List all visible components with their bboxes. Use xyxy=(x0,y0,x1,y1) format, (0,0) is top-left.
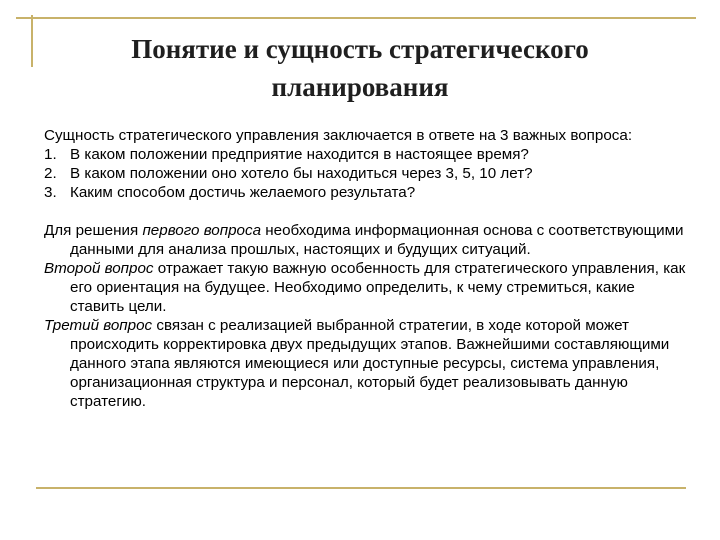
paragraph-text: необходима информационная основа с соответствующими данными для анализа прошлых, настоящих и будущих ситуаций. xyxy=(70,222,684,258)
italic-emphasis: первого вопроса xyxy=(142,222,262,239)
list-number: 2. xyxy=(44,165,57,182)
list-number: 3. xyxy=(44,184,57,201)
list-item xyxy=(44,145,689,164)
list-item-text: В каком положении предприятие находится в настоящее время? xyxy=(70,146,529,163)
italic-emphasis: Второй вопрос xyxy=(44,260,154,277)
list-item xyxy=(44,183,689,202)
spacer xyxy=(44,202,689,221)
questions-list xyxy=(44,145,689,202)
paragraph-text: отражает такую важную особенность для стратегического управления, как его ориентация на будущее. Необходимо определить, к чему стремиться, какие ставить цели. xyxy=(70,260,686,315)
top-rule xyxy=(16,17,696,19)
list-item-text: Каким способом достичь желаемого результата? xyxy=(70,184,416,201)
italic-emphasis: Третий вопрос xyxy=(44,317,153,334)
list-number: 1. xyxy=(44,146,57,163)
paragraph-text: Для решения xyxy=(44,222,143,239)
list-item xyxy=(44,164,689,183)
intro-paragraph: Сущность стратегического управления заключается в ответе на 3 важных вопроса: xyxy=(44,127,633,144)
paragraph-first-question xyxy=(44,221,689,259)
paragraph-second-question xyxy=(44,259,689,316)
slide-title: Понятие и сущность стратегического планирования xyxy=(131,34,589,102)
paragraph-text: связан с реализацией выбранной стратегии, в ходе которой может происходить корректировка двух предыдущих этапов. Важнейшими составляющими данного этапа являются имеющиеся или доступные ресурсы, система управления, организационная структура и персонал, который будет реализовывать данную стратегию. xyxy=(70,317,670,410)
list-item-text: В каком положении оно хотело бы находиться через 3, 5, 10 лет? xyxy=(70,165,533,182)
paragraph-third-question xyxy=(44,316,689,411)
bottom-rule xyxy=(36,487,686,489)
left-accent-rule xyxy=(31,15,33,67)
slide-body xyxy=(44,126,689,411)
